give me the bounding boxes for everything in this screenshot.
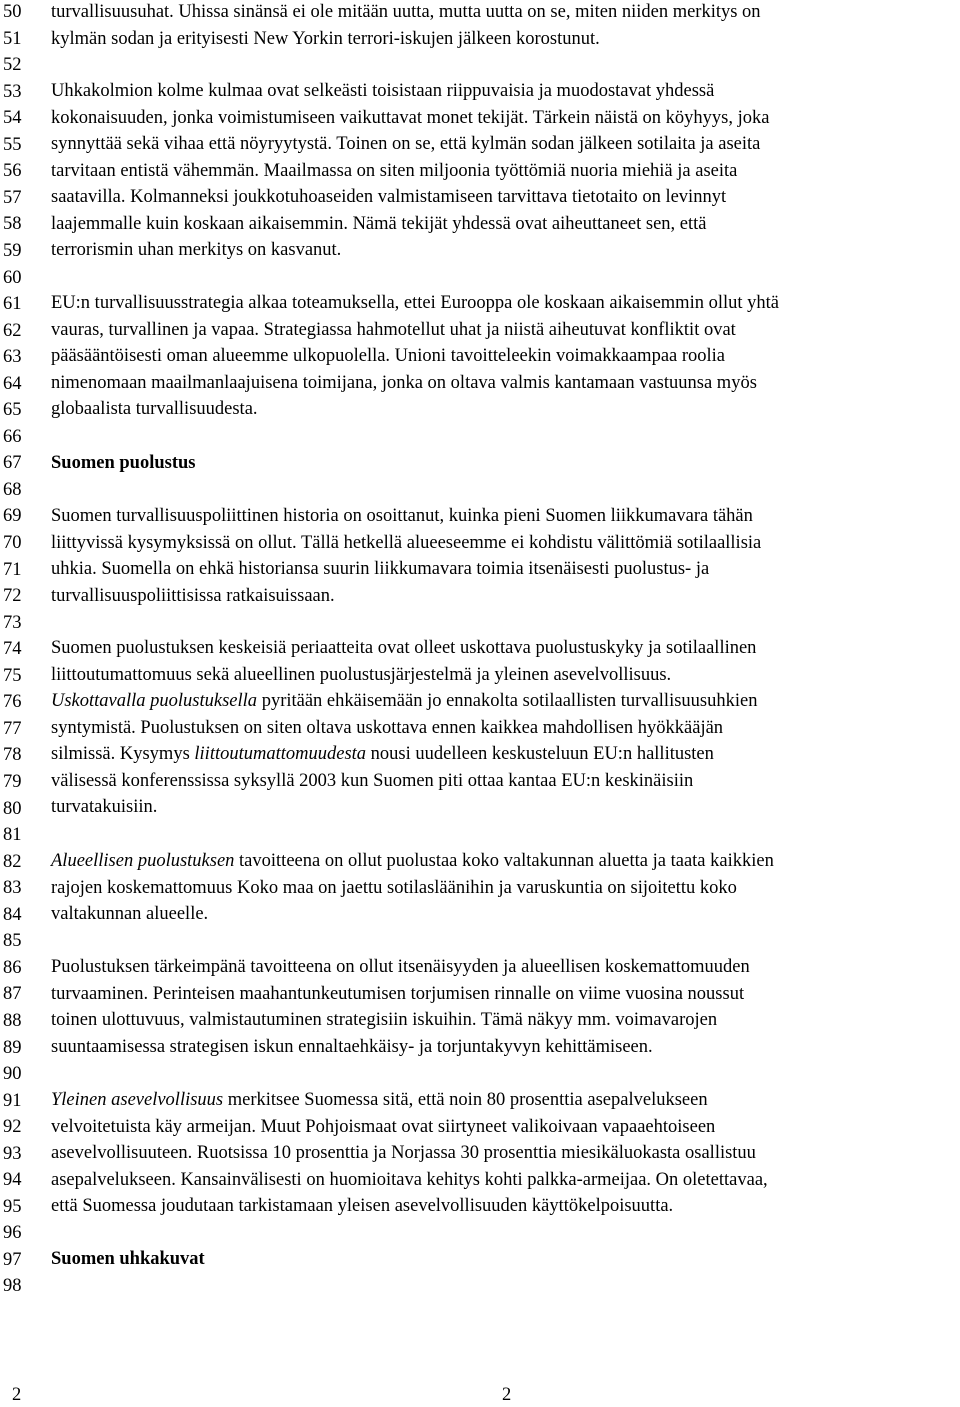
line-number: 53 [3, 81, 22, 102]
line-number: 82 [3, 851, 22, 872]
text-line [51, 1087, 956, 1114]
text-line: toinen ulottuvuus, valmistautuminen strategisiin iskuihin. Tämä näkyy mm. voimavarojen [51, 1010, 718, 1030]
text-line: saatavilla. Kolmanneksi joukkotuhoaseiden valmistamiseen tarvittava tietotaito on levinnyt [51, 187, 727, 207]
line-number: 79 [3, 772, 22, 792]
section-heading: Suomen puolustus [51, 453, 196, 473]
line-number: 57 [3, 187, 22, 208]
text-line: laajemmalle kuin koskaan aikaisemmin. Nämä tekijät yhdessä ovat aiheuttaneet sen, että [51, 213, 707, 234]
text-line: liittoutumattomuus sekä alueellinen puolustusjärjestelmä ja yleinen asevelvollisuus. [51, 664, 672, 685]
paragraph [51, 1087, 956, 1220]
text-line: Uhkakolmion kolme kulmaa ovat selkeästi toisistaan riippuvaisia ja muodostavat yhdessä [51, 81, 715, 101]
text-line: liittyvissä kysymyksissä on ollut. Tällä hetkellä alueeseemme ei kohdistu välittömiä sotilaallisia [51, 532, 762, 553]
line-number: 94 [3, 1170, 22, 1191]
line-number: 61 [3, 294, 22, 315]
line-number: 76 [3, 692, 22, 713]
line-number: 55 [3, 134, 22, 155]
line-number: 88 [3, 1010, 22, 1031]
text-line: että Suomessa joudutaan tarkistamaan yleisen asevelvollisuuden käyttökelpoisuutta. [51, 1196, 674, 1216]
line-number: 72 [3, 586, 22, 607]
text-line: globaalista turvallisuudesta. [51, 399, 258, 419]
line-number: 92 [3, 1117, 22, 1138]
line-number: 63 [3, 347, 22, 368]
text-line [51, 848, 956, 875]
line-number: 52 [3, 55, 22, 76]
line-number: 68 [3, 479, 22, 500]
text-line: synnyttää sekä vihaa että nöyryytystä. Toinen on se, että kylmän sodan jälkeen sotilaita ja aseita [51, 134, 761, 154]
paragraph [51, 0, 956, 52]
text-run: pyritään ehkäisemään jo ennakolta sotilaallisten turvallisuusuhkien [257, 691, 758, 711]
text-line: turvatakuisiin. [51, 797, 158, 817]
text-line: rajojen koskemattomuus Koko maa on jaettu sotilasläänihin ja varuskuntia on sijoitettu koko [51, 877, 737, 898]
line-number: 80 [3, 798, 22, 819]
paragraph [51, 290, 956, 423]
text-line [51, 741, 956, 768]
text-line: Suomen turvallisuuspoliittinen historia on osoittanut, kuinka pieni Suomen liikkumavara tähän [51, 506, 753, 526]
text-line: uhkia. Suomella on ehkä historiansa suurin liikkumavara toimia itsenäisesti puolustus- ja [51, 559, 710, 579]
text-run: merkitsee Suomessa sitä, että noin 80 prosenttia asepalvelukseen [223, 1090, 708, 1110]
line-number: 71 [3, 559, 22, 580]
line-number: 70 [3, 533, 22, 553]
line-number: 54 [3, 108, 22, 129]
section-heading: Suomen uhkakuvat [51, 1249, 205, 1269]
line-number: 83 [3, 878, 22, 899]
line-number: 86 [3, 957, 22, 978]
text-line: valtakunnan alueelle. [51, 904, 209, 924]
line-number: 98 [3, 1276, 22, 1297]
text-line: asevelvollisuuteen. Ruotsissa 10 prosenttia ja Norjassa 30 prosenttia miesikäluokasta osallistuu [51, 1143, 756, 1163]
line-number: 59 [3, 241, 22, 261]
line-number: 50 [3, 2, 22, 22]
text-line [51, 688, 956, 715]
line-number: 96 [3, 1223, 22, 1244]
line-number: 58 [3, 214, 22, 235]
line-number: 75 [3, 665, 22, 686]
text-run: nousi uudelleen keskusteluun EU:n hallitusten [366, 744, 714, 764]
text-line: syntymistä. Puolustuksen on siten oltava uskottava ennen kaikkea mahdollisen hyökkääjän [51, 717, 724, 738]
line-number: 69 [3, 506, 22, 527]
paragraph [51, 78, 956, 264]
paragraph [51, 503, 956, 609]
text-line: Puolustuksen tärkeimpänä tavoitteena on ollut itsenäisyyden ja alueellisen koskemattomuuden [51, 957, 750, 977]
text-line: välisessä konferenssissa syksyllä 2003 kun Suomen piti ottaa kantaa EU:n keskinäisiin [51, 770, 694, 791]
text-run: tavoitteena on ollut puolustaa koko valtakunnan aluetta ja taata kaikkien [234, 851, 774, 871]
line-number: 67 [3, 453, 22, 474]
line-number: 85 [3, 931, 22, 952]
line-number: 93 [3, 1143, 22, 1164]
line-number: 87 [3, 984, 22, 1005]
text-line: suuntaamisessa strategisen iskun ennaltaehkäisy- ja torjuntakyvyn kehittämiseen. [51, 1036, 653, 1057]
text-line: kokonaisuuden, jonka voimistumiseen vaikuttavat monet tekijät. Tärkein näistä on köyhyys, joka [51, 107, 770, 128]
text-line: turvallisuusuhat. Uhissa sinänsä ei ole mitään uutta, mutta uutta on se, miten niiden merkitys on [51, 2, 761, 22]
text-line: turvallisuuspoliittisissa ratkaisuissaan. [51, 585, 335, 606]
line-number: 78 [3, 745, 22, 766]
line-number: 97 [3, 1249, 22, 1270]
text-line: asepalvelukseen. Kansainvälisesti on huomioitava kehitys kohti palkka-armeijaa. On oletettavaa, [51, 1169, 768, 1190]
italic-term: Uskottavalla puolustuksella [51, 691, 258, 711]
italic-term: Yleinen asevelvollisuus [51, 1090, 224, 1110]
text-line: kylmän sodan ja erityisesti New Yorkin terrori-iskujen jälkeen korostunut. [51, 28, 600, 49]
text-line: vauras, turvallinen ja vapaa. Strategiassa hahmotellut uhat ja niistä aiheutuvat konfliktit ovat [51, 319, 736, 340]
line-number: 91 [3, 1090, 22, 1111]
text-line: pääsääntöisesti oman alueemme ulkopuolella. Unioni tavoitteleekin voimakkaampaa roolia [51, 346, 726, 366]
line-number: 73 [3, 612, 22, 633]
text-line: Suomen puolustuksen keskeisiä periaatteita ovat olleet uskottava puolustuskyky ja sotilaallinen [51, 638, 757, 658]
line-number: 56 [3, 161, 22, 182]
text-line: velvoitetuista käy armeijan. Muut Pohjoismaat ovat siirtyneet valikoivaan vapaaehtoiseen [51, 1116, 716, 1137]
line-number: 65 [3, 400, 22, 421]
line-number: 51 [3, 28, 22, 49]
line-number: 90 [3, 1064, 22, 1084]
line-number: 84 [3, 904, 22, 925]
italic-term: liittoutumattomuudesta [194, 744, 367, 764]
line-number: 77 [3, 718, 22, 739]
page-number-right: 2 [502, 1385, 512, 1405]
italic-term: Alueellisen puolustuksen [51, 851, 235, 871]
text-line: EU:n turvallisuusstrategia alkaa toteamuksella, ettei Eurooppa ole koskaan aikaisemmin ollut yhtä [51, 293, 779, 313]
page-number-left: 2 [12, 1385, 22, 1405]
paragraph [51, 954, 956, 1060]
line-number: 74 [3, 639, 22, 660]
line-number: 95 [3, 1196, 22, 1217]
line-number: 60 [3, 267, 22, 288]
text-line: terrorismin uhan merkitys on kasvanut. [51, 240, 342, 260]
line-number: 81 [3, 825, 22, 846]
line-number: 62 [3, 320, 22, 341]
line-number: 89 [3, 1037, 22, 1058]
text-line: nimenomaan maailmanlaajuisena toimijana, jonka on oltava valmis kantamaan vastuunsa myös [51, 372, 757, 393]
text-line: tarvitaan entistä vähemmän. Maailmassa on siten miljoonia työttömiä nuoria miehiä ja aseita [51, 160, 738, 181]
text-run: silmissä. Kysymys [51, 744, 195, 764]
line-number: 64 [3, 373, 22, 394]
paragraph [51, 848, 956, 928]
paragraph [51, 635, 956, 821]
text-line: turvaaminen. Perinteisen maahantunkeutumisen torjumisen rinnalle on viime vuosina noussut [51, 983, 745, 1004]
line-number: 66 [3, 426, 22, 447]
